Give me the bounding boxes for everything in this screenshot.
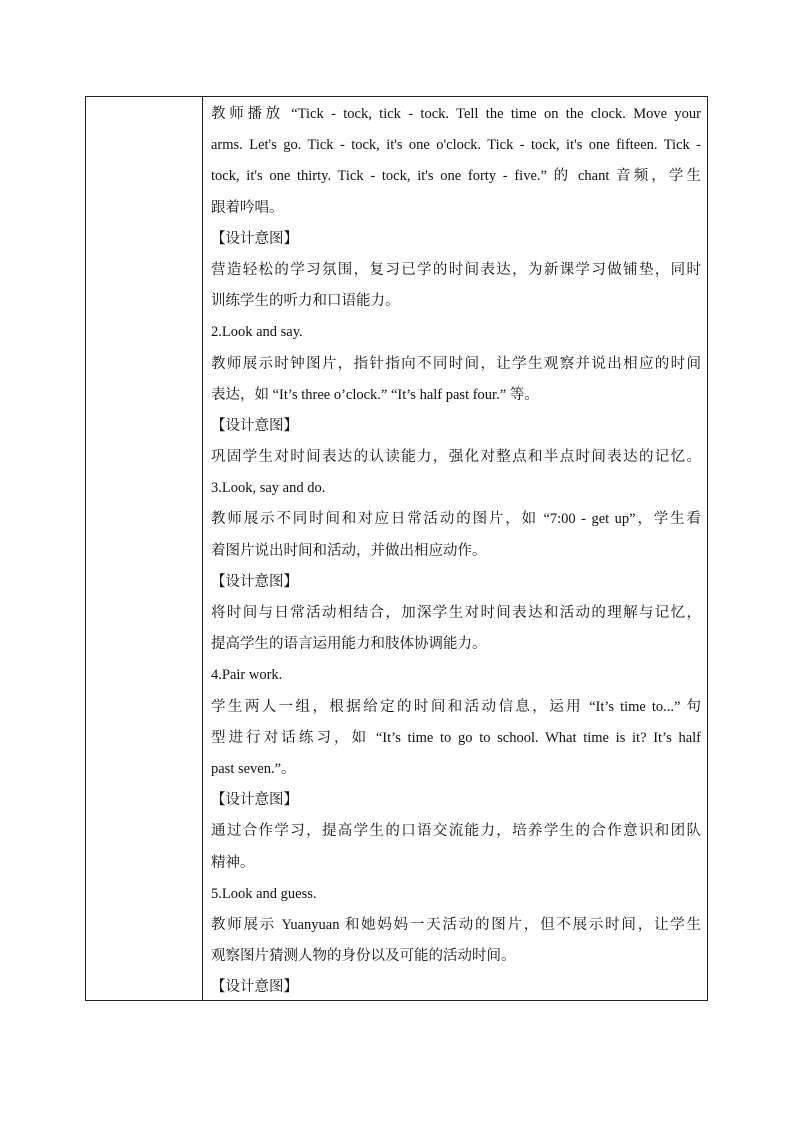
content-cell: [203, 97, 707, 1000]
text-line: 跟着吟唱。: [211, 199, 284, 216]
left-column-cell: [86, 97, 203, 1000]
text-line: 教师播放 “Tick - tock, tick - tock. Tell the time on the clock. Move your: [211, 106, 701, 122]
text-line: 学生两人一组，根据给定的时间和活动信息，运用 “It’s time to...” 句: [211, 698, 701, 715]
text-line: 提高学生的语言运用能力和肢体协调能力。: [211, 636, 487, 653]
text-line: 着图片说出时间和活动，并做出相应动作。: [211, 542, 487, 559]
section-heading: 【设计意图】: [211, 792, 298, 809]
text-line: arms. Let's go. Tick - tock, it's one o'clock. Tick - tock, it's one fifteen. Tick -: [211, 137, 701, 154]
text-line: 训练学生的听力和口语能力。: [211, 293, 400, 310]
text-line: 教师展示时钟图片，指针指向不同时间，让学生观察并说出相应的时间: [211, 355, 701, 372]
text-line: 表达，如 “It’s three o’clock.” “It’s half past four.” 等。: [211, 386, 539, 403]
text-line: 将时间与日常活动相结合，加深学生对时间表达和活动的理解与记忆，: [211, 605, 701, 621]
step-title: 4.Pair work.: [211, 667, 283, 684]
text-line: 教师展示不同时间和对应日常活动的图片，如 “7:00 - get up”，学生看: [211, 511, 701, 528]
text-line: 精神。: [211, 854, 255, 871]
text-line: 营造轻松的学习氛围，复习已学的时间表达，为新课学习做铺垫，同时: [211, 261, 701, 278]
text-line: tock, it's one thirty. Tick - tock, it's one forty - five.” 的 chant 音频，学生: [211, 168, 701, 185]
step-title: 5.Look and guess.: [211, 885, 317, 902]
section-heading: 【设计意图】: [211, 417, 298, 434]
step-title: 2.Look and say.: [211, 324, 303, 341]
text-line: 教师展示 Yuanyuan 和她妈妈一天活动的图片，但不展示时间，让学生: [211, 916, 701, 933]
text-line: 型进行对话练习，如 “It’s time to go to school. What time is it? It’s half: [211, 729, 701, 746]
text-line: 观察图片猜测人物的身份以及可能的活动时间。: [211, 948, 516, 965]
text-line: 通过合作学习，提高学生的口语交流能力，培养学生的合作意识和团队: [211, 823, 701, 840]
section-heading: 【设计意图】: [211, 979, 298, 996]
section-heading: 【设计意图】: [211, 573, 298, 590]
text-line: past seven.”。: [211, 760, 296, 777]
lesson-table: [85, 96, 708, 1001]
text-line: 巩固学生对时间表达的认读能力，强化对整点和半点时间表达的记忆。: [211, 449, 701, 466]
section-heading: 【设计意图】: [211, 230, 298, 247]
step-title: 3.Look, say and do.: [211, 480, 326, 497]
